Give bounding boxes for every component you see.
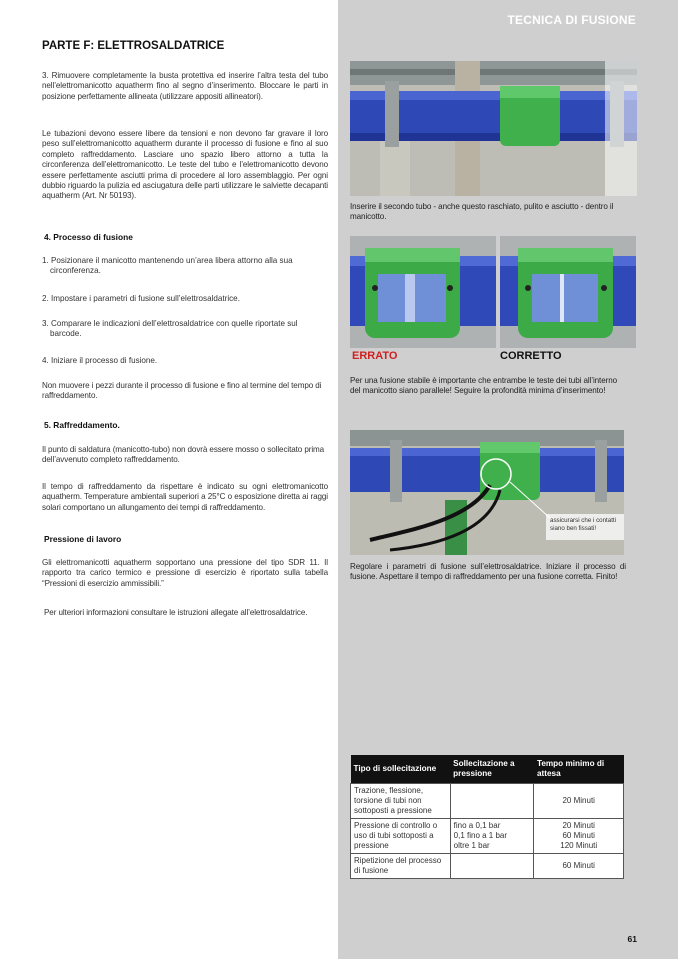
paragraph-weld-point: Il punto di saldatura (manicotto-tubo) non dovrà essere mosso o sollecitato prima dell’avvenuto completo raffreddamento. [42,445,325,465]
page-title: PARTE F: ELETTROSALDATRICE [42,40,225,52]
list-item-2: 2. Impostare i parametri di fusione sull’elettrosaldatrice. [42,294,240,303]
table-header-min-wait: Tempo minimo di attesa [534,755,624,784]
table-cell-line: oltre 1 bar [453,841,490,850]
paragraph-step-3: 3. Rimuovere completamente la busta protettiva ed inserire l’altra testa del tubo nell’elettromanicotto aquatherm fino al segno d’inserimento. Bloccare le parti in posizione perfettamente allineata (utilizzare appositi allineatori). [42,71,328,101]
table-cell-line: 120 Minuti [560,841,598,850]
paragraph-do-not-move: Non muovere i pezzi durante il processo di fusione e fino al termine del tempo di raffreddamento. [42,381,322,401]
table-header-stress-type: Tipo di sollecitazione [351,755,451,784]
table-cell: 60 Minuti [534,854,624,879]
table-cell-line: fino a 0,1 bar [453,821,501,830]
photo-insert-second-pipe [350,61,637,196]
photo-wrong-alignment [350,236,496,348]
table-cell [534,819,624,854]
paragraph-pressure: Gli elettromanicotti aquatherm sopportano una pressione del tipo SDR 11. Il rapporto tra carico termico e pressione di esercizio è riportato sulla tabella “Pressioni di esercizio ammissibili.” [42,558,328,588]
table-header-row [351,755,624,784]
table-cell [450,784,534,819]
photo-fusion-machine-connected [350,430,624,555]
caption-set-parameters: Regolare i parametri di fusione sull’elettrosaldatrice. Iniziare il processo di fusione. Aspettare il tempo di raffreddamento per una fusione corretta. Finito! [350,562,626,582]
label-wrong: ERRATO [352,350,398,362]
table-cell-line: 0,1 fino a 1 bar [453,831,508,840]
heading-working-pressure: Pressione di lavoro [44,534,122,544]
photo-correct-alignment [500,236,636,348]
table-header-pressure-stress: Sollecitazione a pressione [450,755,534,784]
label-correct: CORRETTO [500,350,562,362]
table-cell [450,854,534,879]
table-cell: 20 Minuti [534,784,624,819]
section-header-label: TECNICA DI FUSIONE [507,13,636,27]
annotation-contacts: assicurarsi che i contatti siano ben fissati! [550,517,617,532]
table-cell: Trazione, flessione, torsione di tubi non sottoposti a pressione [351,784,451,819]
table-cell-line: 60 Minuti [562,831,595,840]
list-item-1-line1: 1. Posizionare il manicotto mantenendo un’area libera attorno alla sua [42,256,293,265]
table-cell: Ripetizione del processo di fusione [351,854,451,879]
table-cell-line: 20 Minuti [562,821,595,830]
paragraph-further-info: Per ulteriori informazioni consultare le istruzioni allegate all’elettrosaldatrice. [44,608,308,617]
table-row [351,854,624,879]
list-item-3 [42,319,328,340]
caption-insert-second-pipe: Inserire il secondo tubo - anche questo raschiato, pulito e asciutto - dentro il manicotto. [350,202,614,222]
heading-cooling: 5. Raffreddamento. [44,420,120,430]
list-item-3-line2: barcode. [50,329,82,339]
list-item-1 [42,256,328,277]
caption-parallel-ends: Per una fusione stabile è importante che entrambe le teste dei tubi all’interno del manicotto siano parallele! Seguire la profondità minima d’inserimento! [350,376,618,396]
table-row [351,819,624,854]
table-row [351,784,624,819]
waiting-time-table [350,755,624,879]
heading-fusion-process: 4. Processo di fusione [44,232,133,242]
table-cell [450,819,534,854]
list-item-4: 4. Iniziare il processo di fusione. [42,356,158,365]
list-item-1-line2: circonferenza. [50,266,101,276]
table-cell: Pressione di controllo o uso di tubi sottoposti a pressione [351,819,451,854]
list-item-3-line1: 3. Comparare le indicazioni dell’elettrosaldatrice con quelle riportate sul [42,319,298,328]
paragraph-cooling-time: Il tempo di raffreddamento da rispettare è indicato su ogni elettromanicotto aquatherm. Temperature ambientali superiori a 25°C o esposizione diretta ai raggi solari comportano un allungamento dei tempi di raffreddamento. [42,482,328,512]
paragraph-tension-free: Le tubazioni devono essere libere da tensioni e non devono far gravare il loro peso sull’elettromanicotto aquatherm durante il processo di fusione e fino al suo completo raffreddamento. Lasciare uno spazio libero attorno a tutta la circonferenza dell’elettromanicotto. Le teste del tubo e l’elettromanicotto devono essere perfettamente asciutti prima di procedere al loro assemblaggio. Per ogni dubbio riguardo la pulizia ed asciugatura delle parti utilizzare le salviette decapanti aquatherm (Art. Nr 50193). [42,129,329,201]
page-number: 61 [627,934,637,944]
